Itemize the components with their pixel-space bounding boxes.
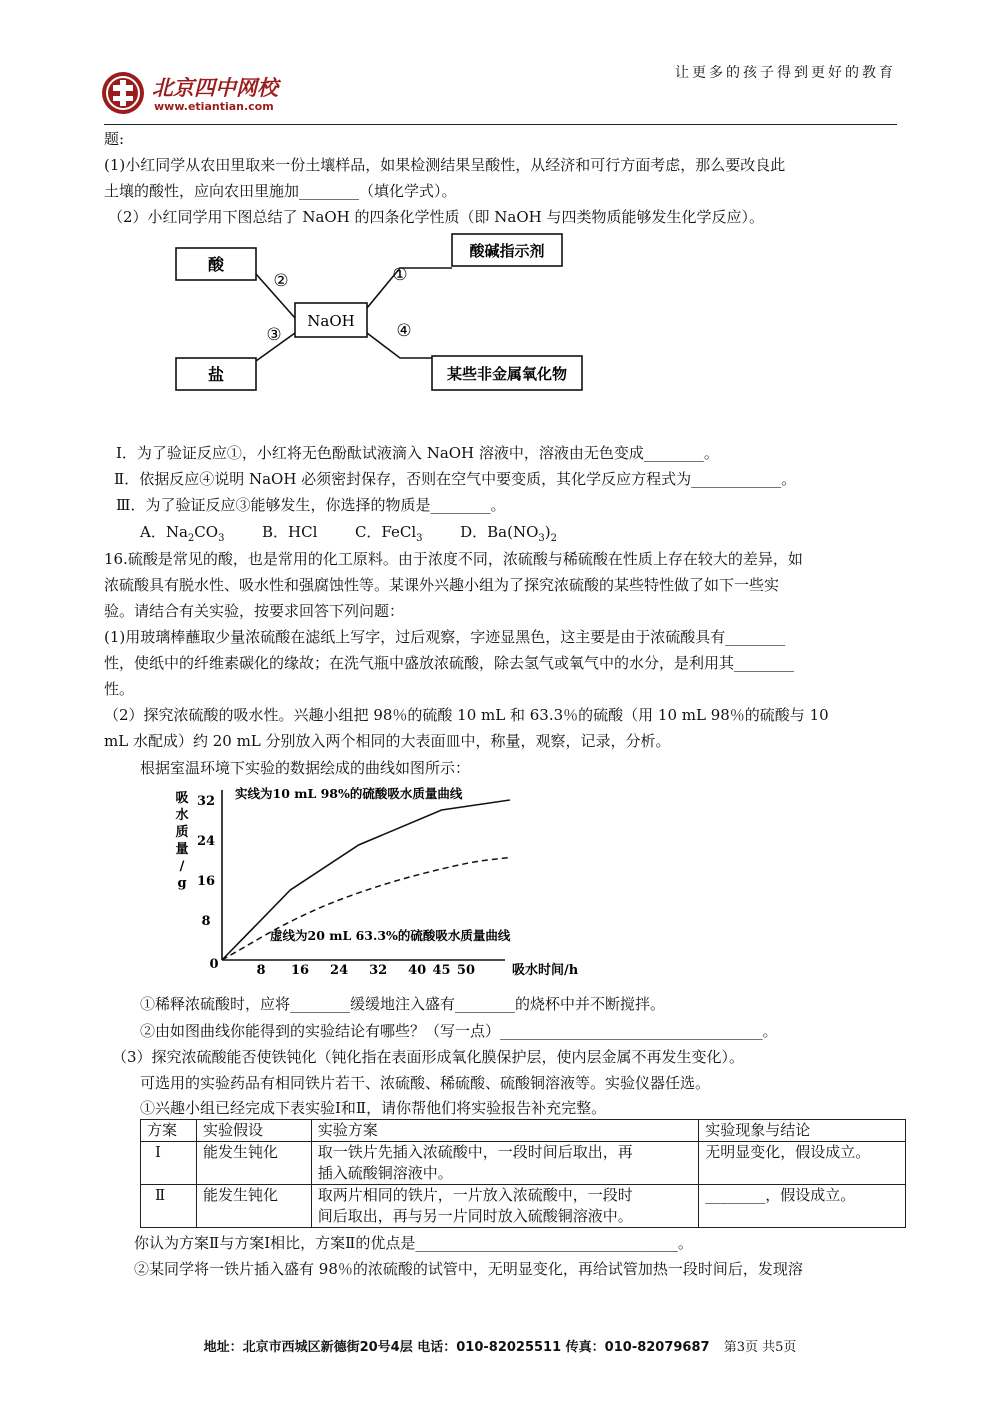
text-line: 验。请结合有关实验，按要求回答下列问题： [104, 602, 405, 620]
x-tick-label: 50 [456, 963, 476, 978]
table-cell: Ⅰ [141, 1142, 197, 1185]
text-line: ①兴趣小组已经完成下表实验Ⅰ和Ⅱ，请你帮他们将实验报告补充完整。 [140, 1099, 607, 1117]
header-divider [104, 124, 897, 125]
logo-emblem-icon [100, 70, 146, 116]
table-row [141, 1142, 906, 1185]
naoh-label: NaOH [307, 312, 355, 330]
y-tick-label: 32 [196, 794, 216, 809]
naoh-diagram [170, 228, 590, 398]
y-label-char: 量 [175, 842, 189, 857]
oxide-label: 某些非金属氧化物 [446, 365, 568, 383]
question-iii: Ⅲ．为了验证反应③能够发生，你选择的物质是________。 [116, 496, 506, 514]
table-header-cell: 方案 [141, 1120, 197, 1142]
table-header-cell: 实验方案 [311, 1120, 698, 1142]
table-header-cell: 实验假设 [196, 1120, 311, 1142]
table-cell: 能发生钝化 [196, 1142, 311, 1185]
text-line: 土壤的酸性，应向农田里施加________（填化学式）。 [104, 182, 457, 200]
table-cell: ________，假设成立。 [699, 1185, 906, 1228]
x-tick-label: 32 [369, 963, 388, 978]
option-b[interactable]: B．HCl [262, 523, 318, 541]
y-label-char: 水 [175, 808, 189, 823]
text-line: 浓硫酸具有脱水性、吸水性和强腐蚀性等。某课外兴趣小组为了探究浓硫酸的某些特性做了如下一些实 [104, 576, 780, 594]
text-line: 可选用的实验药品有相同铁片若干、浓硫酸、稀硫酸、硫酸铜溶液等。实验仪器任选。 [140, 1074, 711, 1092]
water-absorption-chart [160, 780, 620, 985]
table-cell: 无明显变化，假设成立。 [699, 1142, 906, 1185]
table-cell: Ⅱ [141, 1185, 197, 1228]
question-advantage: 你认为方案Ⅱ与方案Ⅰ相比，方案Ⅱ的优点是___________________________________。 [134, 1234, 693, 1252]
indicator-label: 酸碱指示剂 [469, 242, 545, 260]
y-tick-label: 24 [196, 834, 216, 849]
y-label-char: 质 [175, 825, 189, 840]
text-line: （2）小红同学用下图总结了 NaOH 的四条化学性质（即 NaOH 与四类物质能够发生化学反应）。 [108, 208, 765, 226]
origin-label: 0 [209, 957, 219, 972]
salt-label: 盐 [207, 365, 225, 384]
footer-page: 第3页 共5页 [723, 1340, 797, 1355]
page-footer [0, 1336, 1000, 1355]
text-line: 根据室温环境下实验的数据绘成的曲线如图所示： [140, 759, 471, 777]
x-tick-label: 8 [256, 963, 266, 978]
text-line: ②某同学将一铁片插入盛有 98％的浓硫酸的试管中，无明显变化，再给试管加热一段时间后，发现溶 [134, 1260, 803, 1278]
answer-options [140, 521, 557, 550]
x-tick-label: 40 [408, 963, 427, 978]
table-cell: 能发生钝化 [196, 1185, 311, 1228]
question-i: Ⅰ．为了验证反应①，小红将无色酚酞试液滴入 NaOH 溶液中，溶液由无色变成________。 [116, 444, 719, 462]
header-slogan: 让更多的孩子得到更好的教育 [675, 65, 896, 81]
y-label-char: g [177, 876, 187, 891]
text-line: 性。 [104, 680, 135, 698]
reaction-number-4: ④ [396, 321, 412, 341]
logo-url[interactable]: www.etiantian.com [154, 100, 274, 113]
text-line: mL 水配成）约 20 mL 分别放入两个相同的大表面皿中，称量，观察，记录，分析。 [104, 732, 671, 750]
question-dilute: ①稀释浓硫酸时，应将________缓缓地注入盛有________的烧杯中并不断搅拌。 [140, 995, 666, 1013]
y-axis-label [175, 791, 188, 891]
acid-label: 酸 [207, 255, 225, 274]
table-header-row [141, 1120, 906, 1142]
reaction-number-2: ② [273, 271, 289, 291]
text-line: （3）探究浓硫酸能否使铁钝化（钝化指在表面形成氧化膜保护层，使内层金属不再发生变化）。 [112, 1048, 745, 1066]
experiment-report-table [140, 1119, 906, 1228]
y-tick-label: 16 [196, 874, 216, 889]
cell-text: 取两片相同的铁片，一片放入浓硫酸中，一段时 [317, 1186, 633, 1204]
table-header-cell: 实验现象与结论 [699, 1120, 906, 1142]
series-dashed-line [222, 858, 510, 961]
footer-address: 地址：北京市西城区新德街20号4层 电话：010-82025511 传真：010-82079687 [203, 1340, 710, 1355]
text-line: 性，使纸中的纤维素碳化的缘故；在洗气瓶中盛放浓硫酸，除去氢气或氧气中的水分，是利用其________ [104, 654, 795, 672]
option-a[interactable]: A．$Na_2CO_3$ [140, 523, 225, 544]
x-tick-label: 45 [432, 963, 451, 978]
legend-dashed: 虚线为20 mL 63.3%的硫酸吸水质量曲线 [270, 928, 511, 943]
y-tick-label: 8 [201, 914, 211, 929]
cell-text: 插入硫酸铜溶液中。 [317, 1164, 453, 1182]
x-axis-label: 吸水时间/h [512, 963, 579, 978]
y-label-char: / [179, 859, 185, 874]
text-line: 16.硫酸是常见的酸，也是常用的化工原料。由于浓度不同，浓硫酸与稀硫酸在性质上存在较大的差异，如 [104, 550, 803, 568]
option-d[interactable]: D．$Ba(NO_3)_2$ [460, 523, 557, 544]
cell-text: 间后取出，再与另一片同时放入硫酸铜溶液中。 [317, 1207, 633, 1225]
text-line: （2）探究浓硫酸的吸水性。兴趣小组把 98％的硫酸 10 mL 和 63.3％的硫酸（用 10 mL 98％的硫酸与 10 [104, 706, 829, 724]
reaction-number-1: ① [392, 265, 408, 285]
table-row [141, 1185, 906, 1228]
table-cell [311, 1142, 698, 1185]
question-ii: Ⅱ．依据反应④说明 NaOH 必须密封保存，否则在空气中要变质，其化学反应方程式为____________。 [114, 470, 797, 488]
legend-solid: 实线为10 mL 98%的硫酸吸水质量曲线 [235, 786, 463, 801]
y-label-char: 吸 [175, 791, 189, 806]
logo-title: 北京四中网校 [152, 76, 278, 100]
text-line: (1)小红同学从农田里取来一份土壤样品，如果检测结果呈酸性，从经济和可行方面考虑，那么要改良此 [104, 156, 786, 174]
option-c[interactable]: C．FeCl$_3$ [354, 523, 423, 544]
text-line: (1)用玻璃棒蘸取少量浓硫酸在滤纸上写字，过后观察，字迹显黑色，这主要是由于浓硫酸具有________ [104, 628, 786, 646]
x-tick-label: 16 [291, 963, 310, 978]
cell-text: 取一铁片先插入浓硫酸中，一段时间后取出，再 [317, 1143, 633, 1161]
text-line: 题: [104, 130, 125, 148]
reaction-number-3: ③ [266, 325, 282, 345]
header-logo [100, 70, 290, 118]
table-cell [311, 1185, 698, 1228]
x-tick-label: 24 [330, 963, 349, 978]
question-conclusion: ②由如图曲线你能得到的实验结论有哪些？（写一点）___________________________________。 [140, 1022, 778, 1040]
